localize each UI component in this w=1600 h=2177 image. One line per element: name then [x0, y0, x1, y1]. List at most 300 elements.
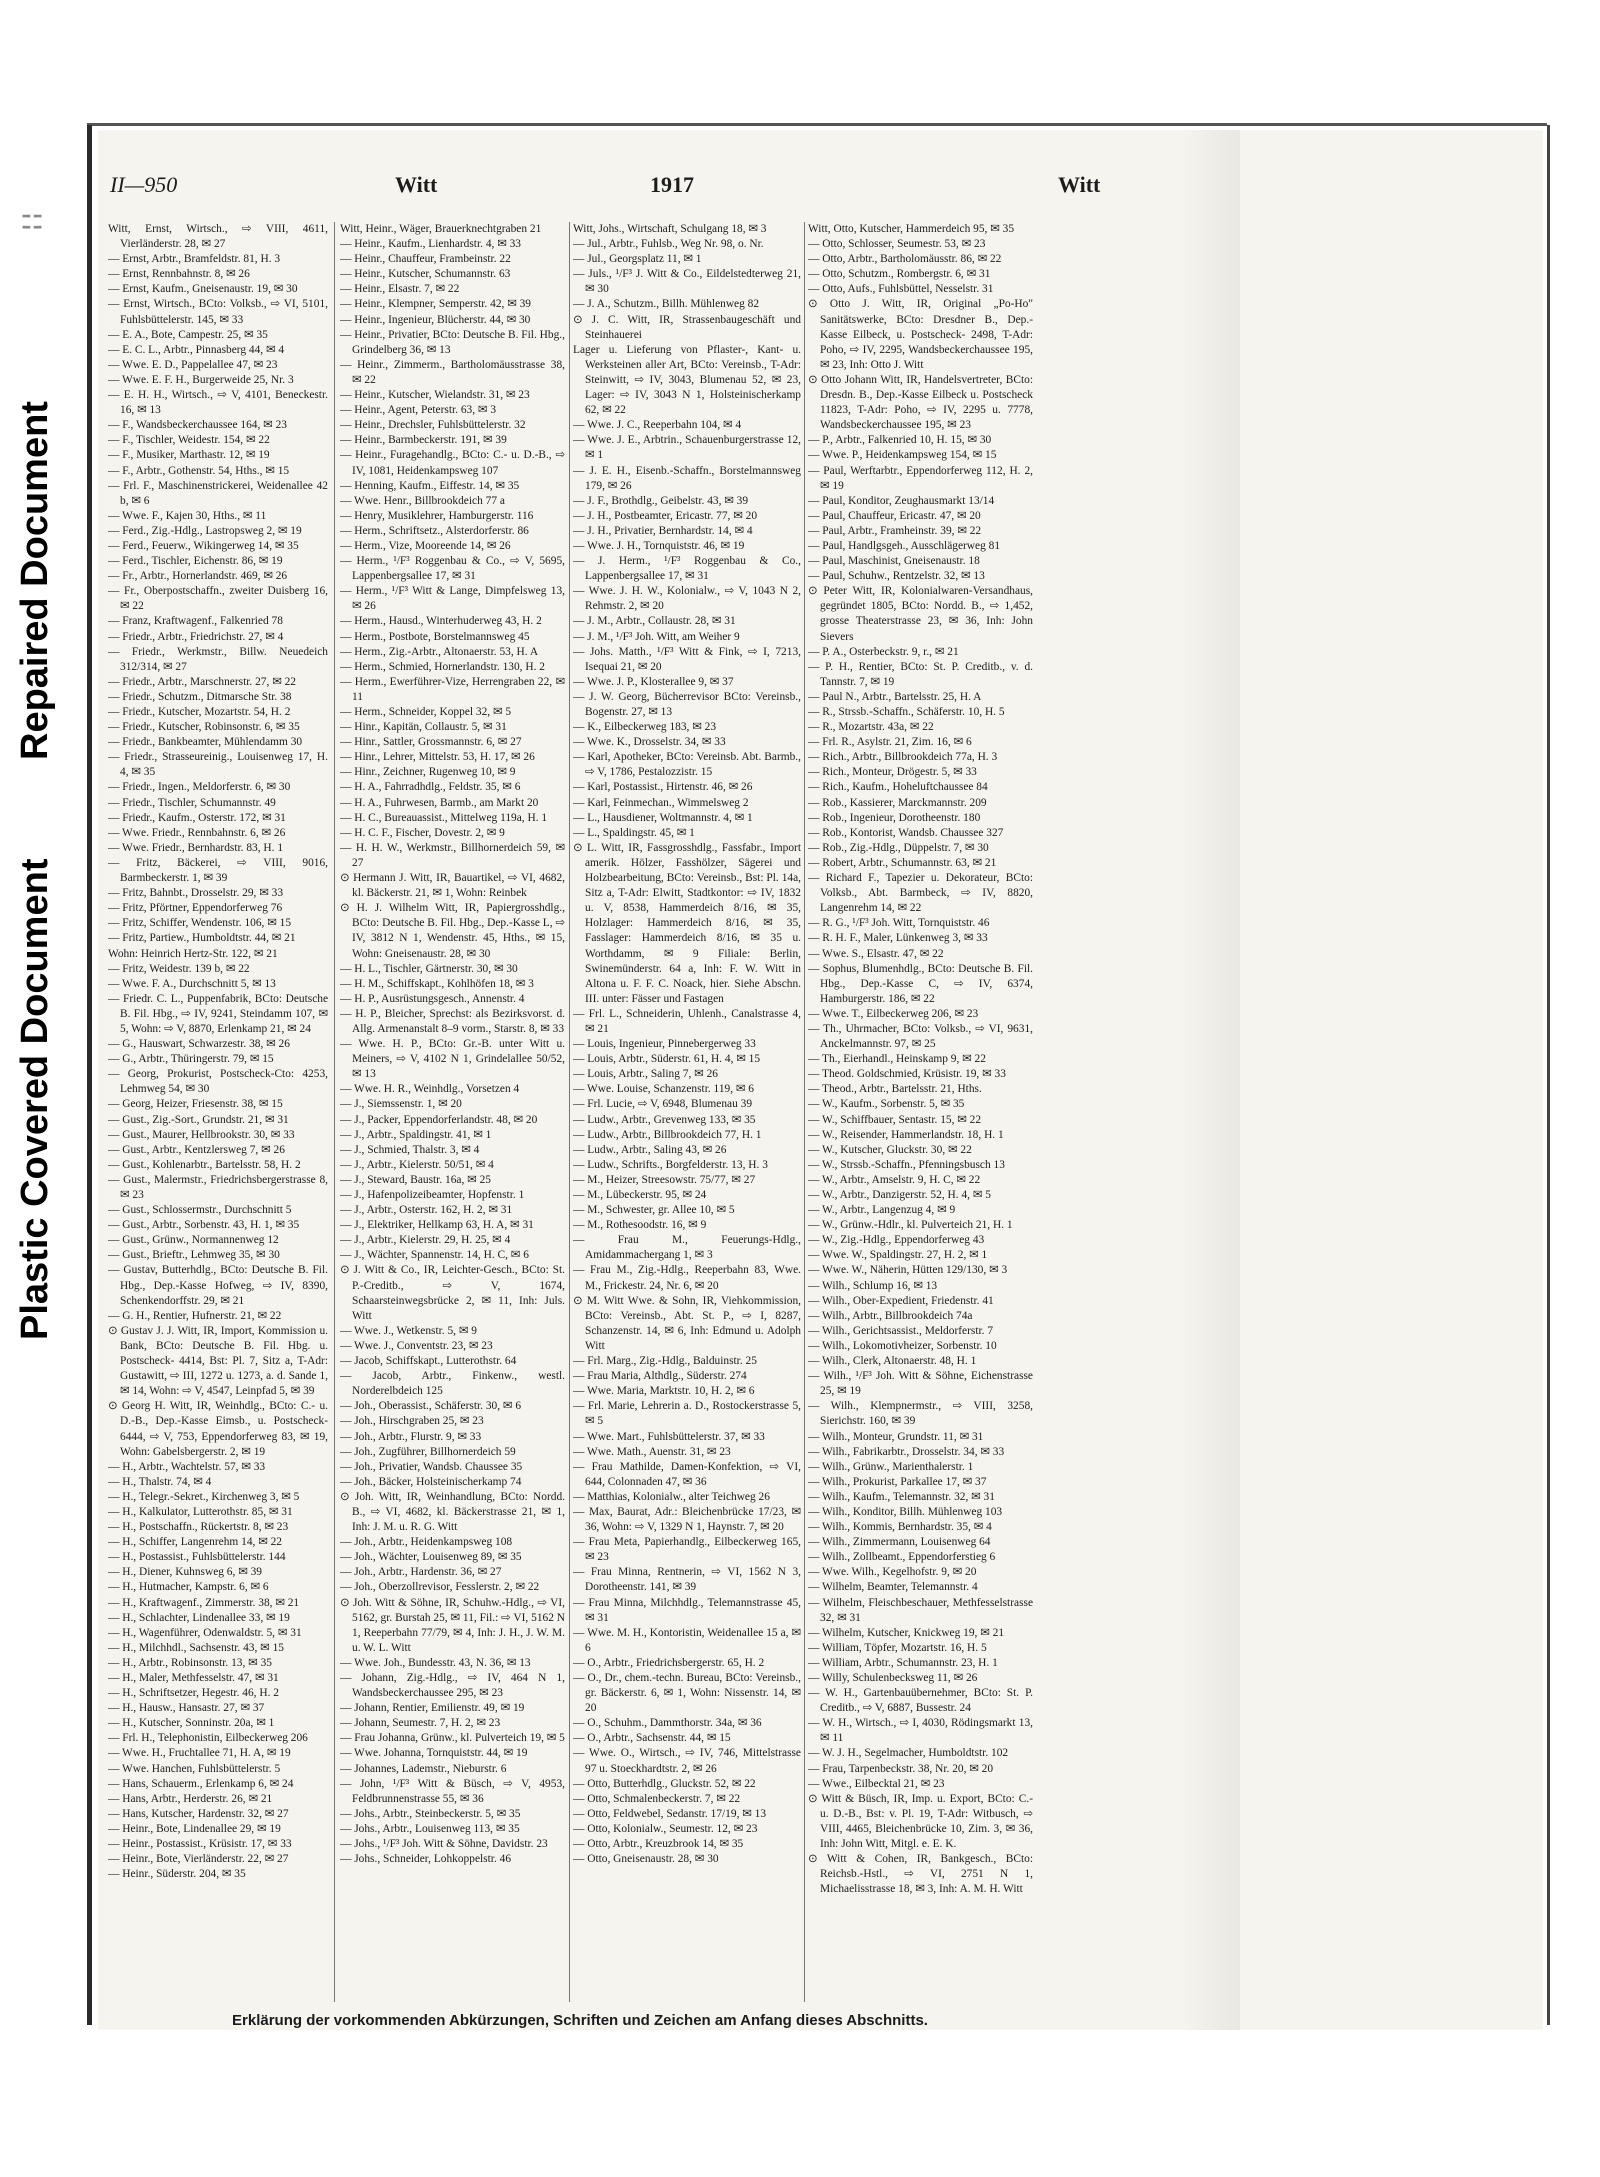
directory-entry: — Ferd., Feuerw., Wikingerweg 14, ✉ 35 — [108, 539, 299, 552]
directory-entry: — Fritz, Schiffer, Wendenstr. 106, ✉ 15 — [108, 917, 292, 930]
directory-entry: — Gust., Brieftr., Lehmweg 35, ✉ 30 — [108, 1249, 280, 1262]
directory-entry: — Fritz, Bahnbt., Drosselstr. 29, ✉ 33 — [108, 887, 284, 900]
directory-entry: — J. M., Arbtr., Collaustr. 28, ✉ 31 — [573, 615, 736, 628]
directory-entry: — H. L., Tischler, Gärtnerstr. 30, ✉ 30 — [340, 962, 518, 975]
directory-entry: ⊙ J. Witt & Co., IR, Leichter-Gesch., BCto: St. P.-Creditb., ⇨ V, 1674, Schaarsteinwegsbrücke 2, ✉ 11, Inh: Juls. Witt — [340, 1264, 565, 1322]
directory-entry: — Herm., Ewerführer-Vize, Herrengraben 22, ✉ 11 — [340, 675, 565, 703]
directory-entry: Witt, Ernst, Wirtsch., ⇨ VIII, 4611, Vierländerstr. 28, ✉ 27 — [108, 223, 328, 251]
page-border-right — [1547, 125, 1550, 2025]
directory-entry: — Wwe. M. H., Kontoristin, Weidenallee 15 a, ✉ 6 — [573, 1626, 801, 1654]
directory-entry: — P., Arbtr., Falkenried 10, H. 15, ✉ 30 — [808, 434, 992, 447]
directory-entry: — Paul, Maschinist, Gneisenaustr. 18 — [808, 555, 980, 568]
directory-entry: — Ernst, Rennbahnstr. 8, ✉ 26 — [108, 268, 250, 281]
directory-entry: — L., Hausdiener, Woltmannstr. 4, ✉ 1 — [573, 811, 753, 824]
directory-entry: — Wwe. J. C., Reeperbahn 104, ✉ 4 — [573, 419, 742, 432]
directory-entry: — Ferd., Zig.-Hdlg., Lastropsweg 2, ✉ 19 — [108, 524, 302, 537]
directory-entry: — H., Schlachter, Lindenallee 33, ✉ 19 — [108, 1611, 290, 1624]
directory-entry: — J., Wächter, Spannenstr. 14, H. C, ✉ 6 — [340, 1249, 529, 1262]
directory-entry: — W., Strssb.-Schaffn., Pfenningsbusch 13 — [808, 1158, 1005, 1171]
directory-entry: — H., Arbtr., Robinsonstr. 13, ✉ 35 — [108, 1656, 272, 1669]
directory-entry: — Otto, Kolonialw., Seumestr. 12, ✉ 23 — [573, 1822, 758, 1835]
directory-entry: — Gust., Arbtr., Sorbenstr. 43, H. 1, ✉ 35 — [108, 1219, 300, 1232]
directory-entry: — Otto, Butterhdlg., Gluckstr. 52, ✉ 22 — [573, 1777, 756, 1790]
directory-entry: — Wwe. H. P., BCto: Gr.-B. unter Witt u. Meiners, ⇨ V, 4102 N 1, Grindelallee 50/52, ✉ 13 — [340, 1038, 565, 1081]
directory-entry: — H. P., Bleicher, Sprechst: als Bezirksvorst. d. Allg. Armenanstalt 8–9 vorm., Starstr. 8, ✉ 33 — [340, 1007, 565, 1035]
directory-entry: — J., Steward, Baustr. 16a, ✉ 25 — [340, 1173, 491, 1186]
directory-entry: — Hans, Arbtr., Herderstr. 26, ✉ 21 — [108, 1792, 273, 1805]
directory-column-1 — [108, 222, 328, 2008]
directory-entry: — Friedr. C. L., Puppenfabrik, BCto: Deutsche B. Fil. Hbg., ⇨ IV, 9241, Steindamm 107, ✉ 5, Wohn: ⇨ V, 8870, Erlenkamp 21, ✉ 24 — [108, 992, 328, 1035]
directory-entry: — Robert, Arbtr., Schumannstr. 63, ✉ 21 — [808, 856, 997, 869]
directory-entry: — H. A., Fahrradhdlg., Feldstr. 35, ✉ 6 — [340, 781, 521, 794]
directory-entry: — Wwe. F. A., Durchschnitt 5, ✉ 13 — [108, 977, 276, 990]
directory-entry: — G. H., Rentier, Hufnerstr. 21, ✉ 22 — [108, 1309, 282, 1322]
directory-entry: — P. H., Rentier, BCto: St. P. Creditb., v. d. Tannstr. 7, ✉ 19 — [808, 660, 1033, 688]
directory-entry: — Wwe., Eilbecktal 21, ✉ 23 — [808, 1777, 945, 1790]
directory-entry: — F., Wandsbeckerchaussee 164, ✉ 23 — [108, 419, 287, 432]
directory-entry: — Heinr., Agent, Peterstr. 63, ✉ 3 — [340, 404, 497, 417]
header-year: 1917 — [650, 172, 694, 197]
directory-entry: — Fritz, Weidestr. 139 b, ✉ 22 — [108, 962, 250, 975]
directory-entry: — Gust., Zig.-Sort., Grundstr. 21, ✉ 31 — [108, 1113, 289, 1126]
directory-entry: — Joh., Arbtr., Heidenkampsweg 108 — [340, 1536, 513, 1549]
directory-entry: — H., Schiffer, Langenrehm 14, ✉ 22 — [108, 1536, 283, 1549]
directory-entry: — Hinr., Sattler, Grossmannstr. 6, ✉ 27 — [340, 736, 522, 749]
directory-entry: — Friedr., Kutscher, Robinsonstr. 6, ✉ 35 — [108, 721, 300, 734]
directory-entry: — Heinr., Zimmerm., Bartholomäusstrasse 38, ✉ 22 — [340, 358, 565, 386]
directory-entry: — W., Grünw.-Hdlr., kl. Pulverteich 21, H. 1 — [808, 1219, 1013, 1232]
directory-entry: — Rich., Arbtr., Billbrookdeich 77a, H. 3 — [808, 751, 998, 764]
directory-entry: — O., Arbtr., Friedrichsbergerstr. 65, H. 2 — [573, 1656, 765, 1669]
directory-entry: — Th., Uhrmacher, BCto: Volksb., ⇨ VI, 9631, Anckelmannstr. 97, ✉ 25 — [808, 1022, 1033, 1051]
directory-entry: — Frl. Marie, Lehrerin a. D., Rostockerstrasse 5, ✉ 5 — [573, 1400, 801, 1428]
directory-entry: — Heinr., Privatier, BCto: Deutsche B. Fil. Hbg., Grindelberg 36, ✉ 13 — [340, 328, 565, 356]
directory-entry: — Wilh., Kaufm., Telemannstr. 32, ✉ 31 — [808, 1490, 995, 1503]
directory-entry: — F., Musiker, Marthastr. 12, ✉ 19 — [108, 449, 270, 462]
directory-entry: — Paul, Handlgsgeh., Ausschlägerweg 81 — [808, 539, 1001, 552]
directory-entry: — Wwe. T., Eilbeckerweg 206, ✉ 23 — [808, 1007, 979, 1020]
directory-entry: — G., Arbtr., Thüringerstr. 79, ✉ 15 — [108, 1053, 274, 1066]
directory-entry: — J., Arbtr., Osterstr. 162, H. 2, ✉ 31 — [340, 1204, 513, 1217]
directory-entry: — Johs. Matth., ¹/F³ Witt & Fink, ⇨ I, 7213, Isequai 21, ✉ 20 — [573, 645, 801, 673]
directory-entry: — Gust., Arbtr., Kentzlersweg 7, ✉ 26 — [108, 1143, 285, 1156]
directory-entry: — H. C., Bureauassist., Mittelweg 119a, H. 1 — [340, 811, 548, 824]
running-header — [110, 172, 1120, 208]
directory-entry: — W. J. H., Segelmacher, Humboldtstr. 102 — [808, 1747, 1009, 1760]
directory-entry: — H., Postassist., Fuhlsbüttelerstr. 144 — [108, 1551, 286, 1564]
directory-entry: — Ferd., Tischler, Eichenstr. 86, ✉ 19 — [108, 555, 283, 568]
directory-entry: — Wwe. H. R., Weinhdlg., Vorsetzen 4 — [340, 1083, 520, 1096]
directory-entry: ⊙ Joh. Witt, IR, Weinhandlung, BCto: Nordd. B., ⇨ VI, 4682, kl. Bäckerstrasse 21, ✉ 1, Inh: J. M. u. R. G. Witt — [340, 1490, 565, 1534]
column-rule — [569, 222, 570, 2002]
directory-entry: — Henry, Musiklehrer, Hamburgerstr. 116 — [340, 509, 534, 522]
directory-entry: — Wilh., Arbtr., Billbrookdeich 74a — [808, 1309, 973, 1322]
directory-entry: — Wwe. Maria, Marktstr. 10, H. 2, ✉ 6 — [573, 1385, 755, 1398]
directory-entry: — Wwe. S., Elsastr. 47, ✉ 22 — [808, 947, 944, 960]
directory-entry: — H., Thalstr. 74, ✉ 4 — [108, 1475, 212, 1488]
directory-entry: — Wilh., Clerk, Altonaerstr. 48, H. 1 — [808, 1355, 977, 1368]
directory-entry: — Fritz, Bäckerei, ⇨ VIII, 9016, Barmbeckerstr. 1, ✉ 39 — [108, 856, 328, 885]
directory-entry: — Wwe. O., Wirtsch., ⇨ IV, 746, Mittelstrasse 97 u. Stoeckhardtstr. 2, ✉ 26 — [573, 1747, 801, 1775]
directory-entry: — H., Hutmacher, Kampstr. 6, ✉ 6 — [108, 1581, 269, 1594]
directory-entry: — M., Lübeckerstr. 95, ✉ 24 — [573, 1189, 707, 1201]
directory-entry: — H., Schriftsetzer, Hegestr. 46, H. 2 — [108, 1687, 279, 1700]
directory-entry: — Herm., ¹/F³ Roggenbau & Co., ⇨ V, 5695, Lappenbergsallee 17, ✉ 31 — [340, 555, 565, 583]
directory-entry: — Louis, Arbtr., Süderstr. 61, H. 4, ✉ 15 — [573, 1053, 761, 1066]
directory-entry: — Friedr., Kutscher, Mozartstr. 54, H. 2 — [108, 706, 291, 718]
directory-entry: — Friedr., Werkmstr., Billw. Neuedeich 312/314, ✉ 27 — [108, 645, 328, 673]
directory-entry: — W., Schiffbauer, Sentastr. 15, ✉ 22 — [808, 1113, 982, 1126]
directory-entry: — Wilh., Fabrikarbtr., Drosselstr. 34, ✉ 33 — [808, 1445, 1005, 1458]
directory-entry: — Karl, Postassist., Hirtenstr. 46, ✉ 26 — [573, 781, 753, 794]
directory-entry: — Frl. Marg., Zig.-Hdlg., Balduinstr. 25 — [573, 1355, 757, 1368]
directory-entry: — Paul, Konditor, Zeughausmarkt 13/14 — [808, 494, 995, 507]
directory-entry: — William, Arbtr., Schumannstr. 23, H. 1 — [808, 1656, 998, 1669]
directory-entry: ⊙ J. C. Witt, IR, Strassenbaugeschäft und Steinhauerei — [573, 313, 801, 341]
directory-entry: — W., Arbtr., Langenzug 4, ✉ 9 — [808, 1204, 956, 1217]
directory-column-3 — [573, 222, 801, 2008]
directory-entry: — Frl. Lucie, ⇨ V, 6948, Blumenau 39 — [573, 1098, 753, 1111]
directory-entry: — Wilh., Grünw., Marienthalerstr. 1 — [808, 1460, 974, 1473]
directory-entry: — J. W. Georg, Bücherrevisor BCto: Vereinsb., Bogenstr. 27, ✉ 13 — [573, 690, 801, 718]
directory-entry: — W., Reisender, Hammerlandstr. 18, H. 1 — [808, 1128, 1004, 1141]
directory-entry: — H. P., Ausrüstungsgesch., Annenstr. 4 — [340, 992, 525, 1005]
column-rule — [334, 222, 335, 2002]
directory-entry: — H. M., Schiffskapt., Kohlhöfen 18, ✉ 3 — [340, 977, 534, 990]
directory-entry: — Rich., Kaufm., Hoheluftchaussee 84 — [808, 781, 988, 794]
directory-entry: Witt, Johs., Wirtschaft, Schulgang 18, ✉ 3 — [573, 223, 767, 235]
directory-entry: — Otto, Feldwebel, Sedanstr. 17/19, ✉ 13 — [573, 1807, 767, 1820]
directory-entry: — Jul., Georgsplatz 11, ✉ 1 — [573, 253, 702, 266]
directory-entry: — Hans, Kutscher, Hardenstr. 32, ✉ 27 — [108, 1807, 289, 1820]
directory-entry: — H., Postschaffn., Rückertstr. 8, ✉ 23 — [108, 1521, 289, 1534]
directory-entry: — J. F., Brothdlg., Geibelstr. 43, ✉ 39 — [573, 494, 749, 507]
directory-entry: — R. G., ¹/F³ Joh. Witt, Tornquiststr. 46 — [808, 917, 990, 930]
directory-entry: — Heinr., Süderstr. 204, ✉ 35 — [108, 1868, 246, 1881]
directory-entry: — Ernst, Wirtsch., BCto: Volksb., ⇨ VI, 5101, Fuhlsbüttelerstr. 145, ✉ 33 — [108, 298, 328, 326]
directory-entry: — Ludw., Schrifts., Borgfelderstr. 13, H. 3 — [573, 1158, 768, 1171]
directory-entry: — Wwe. K., Drosselstr. 34, ✉ 33 — [573, 736, 726, 749]
directory-entry: — Wwe. Henr., Billbrookdeich 77 a — [340, 494, 505, 507]
directory-entry: — Johs., Schneider, Lohkoppelstr. 46 — [340, 1853, 512, 1866]
directory-entry: — Otto, Schutzm., Rombergstr. 6, ✉ 31 — [808, 268, 991, 281]
directory-entry: — Hinr., Lehrer, Mittelstr. 53, H. 17, ✉ 26 — [340, 751, 535, 764]
directory-entry: — Otto, Aufs., Fuhlsbüttel, Nesselstr. 31 — [808, 283, 994, 296]
directory-entry: — Friedr., Bankbeamter, Mühlendamm 30 — [108, 736, 303, 749]
directory-entry: — Johann, Rentier, Emilienstr. 49, ✉ 19 — [340, 1702, 525, 1715]
directory-entry: — Otto, Schlosser, Seumestr. 53, ✉ 23 — [808, 238, 986, 251]
directory-entry: — Wilh., Zimmermann, Louisenweg 64 — [808, 1536, 991, 1549]
directory-entry: — H., Arbtr., Wachtelstr. 57, ✉ 33 — [108, 1460, 266, 1473]
directory-entry: ⊙ Witt & Büsch, IR, Imp. u. Export, BCto: C.- u. D.-B., Bst: v. Pl. 19, T-Adr: Witbusch, ⇨ VIII, 4465, Bleichenbrücke 10, Zim. 3, ✉ 36, Inh: John Witt, Mitgl. e. E. K. — [808, 1792, 1033, 1851]
directory-entry: Witt, Heinr., Wäger, Brauerknechtgraben 21 — [340, 223, 542, 235]
directory-entry: — Frau Johanna, Grünw., kl. Pulverteich 19, ✉ 5 — [340, 1732, 565, 1745]
directory-entry: — Wwe. Wilh., Kegelhofstr. 9, ✉ 20 — [808, 1566, 977, 1579]
directory-entry: — Wwe. Louise, Schanzenstr. 119, ✉ 6 — [573, 1083, 755, 1096]
directory-entry: — J., Siemssenstr. 1, ✉ 20 — [340, 1098, 462, 1111]
directory-entry: — Wilhelm, Beamter, Telemannstr. 4 — [808, 1581, 978, 1594]
directory-entry: — Heinr., Elsastr. 7, ✉ 22 — [340, 283, 460, 296]
directory-entry: — H. C. F., Fischer, Dovestr. 2, ✉ 9 — [340, 826, 505, 839]
directory-entry: — Wwe. J. P., Klosterallee 9, ✉ 37 — [573, 675, 734, 688]
directory-entry: — Hans, Schauerm., Erlenkamp 6, ✉ 24 — [108, 1777, 294, 1790]
directory-entry: — H., Milchhdl., Sachsenstr. 43, ✉ 15 — [108, 1641, 284, 1654]
directory-entry: — Juls., ¹/F³ J. Witt & Co., Eildelstedterweg 21, ✉ 30 — [573, 268, 801, 296]
directory-entry: — Heinr., Bote, Vierländerstr. 22, ✉ 27 — [108, 1853, 289, 1866]
directory-entry: — Joh., Wächter, Louisenweg 89, ✉ 35 — [340, 1551, 522, 1564]
directory-entry: — Gust., Maurer, Hellbrookstr. 30, ✉ 33 — [108, 1128, 295, 1141]
directory-entry: — Heinr., Barmbeckerstr. 191, ✉ 39 — [340, 434, 507, 447]
abbreviations-note: Erklärung der vorkommenden Abkürzungen, Schriften und Zeichen am Anfang dieses Abschnitts. — [232, 2012, 928, 2029]
directory-entry: — H., Hausw., Hansastr. 27, ✉ 37 — [108, 1702, 265, 1715]
directory-entry: — Rob., Zig.-Hdlg., Düppelstr. 7, ✉ 30 — [808, 841, 989, 854]
directory-entry: — Paul, Arbtr., Framheinstr. 39, ✉ 22 — [808, 524, 982, 537]
directory-entry: — Willy, Schulenbecksweg 11, ✉ 26 — [808, 1672, 978, 1684]
directory-entry: — Wwe. J., Wetkenstr. 5, ✉ 9 — [340, 1324, 477, 1337]
gutter-shadow — [1180, 130, 1240, 2030]
directory-entry: — Jul., Arbtr., Fuhlsb., Weg Nr. 98, o. Nr. — [573, 238, 764, 251]
directory-entry: — Wwe. Johanna, Tornquiststr. 44, ✉ 19 — [340, 1747, 528, 1760]
directory-entry: — Wwe. H., Fruchtallee 71, H. A, ✉ 19 — [108, 1747, 291, 1760]
directory-entry: — L., Spaldingstr. 45, ✉ 1 — [573, 826, 695, 839]
directory-entry: — J., Arbtr., Kielerstr. 29, H. 25, ✉ 4 — [340, 1234, 511, 1247]
directory-entry: — Joh., Zugführer, Billhornerdeich 59 — [340, 1445, 516, 1458]
directory-entry: — J., Arbtr., Kielerstr. 50/51, ✉ 4 — [340, 1158, 494, 1171]
directory-entry: — Joh., Hirschgraben 25, ✉ 23 — [340, 1415, 484, 1428]
directory-entry: — Wilh., Monteur, Grundstr. 11, ✉ 31 — [808, 1430, 984, 1443]
directory-entry: — Rob., Kassierer, Marckmannstr. 209 — [808, 796, 987, 809]
directory-entry: — Wilhelm, Fleischbeschauer, Methfesselstrasse 32, ✉ 31 — [808, 1596, 1033, 1624]
directory-entry: ⊙ Otto Johann Witt, IR, Handelsvertreter, BCto: Dresdn. B., Dep.-Kasse Eilbeck u. Postscheck 11823, T-Adr: Poho, ⇨ IV, 2295 u. 7778, Wandsbeckerchaussee 195, ✉ 23 — [808, 373, 1033, 432]
directory-entry: — Wwe. J. E., Arbtrin., Schauenburgerstrasse 12, ✉ 1 — [573, 434, 801, 462]
directory-entry: — Johs., Arbtr., Steinbeckerstr. 5, ✉ 35 — [340, 1807, 521, 1820]
directory-entry: — M., Schwester, gr. Allee 10, ✉ 5 — [573, 1204, 735, 1217]
directory-entry: — Frau M., Zig.-Hdlg., Reeperbahn 83, Wwe. M., Frickestr. 24, Nr. 6, ✉ 20 — [573, 1264, 801, 1292]
directory-entry: — William, Töpfer, Mozartstr. 16, H. 5 — [808, 1641, 987, 1654]
directory-entry: — E. C. L., Arbtr., Pinnasberg 44, ✉ 4 — [108, 343, 285, 356]
directory-entry: — Wwe. Joh., Bundesstr. 43, N. 36, ✉ 13 — [340, 1656, 531, 1669]
directory-column-2 — [340, 222, 565, 2008]
directory-entry: ⊙ Otto J. Witt, IR, Original „Po-Ho" Sanitätswerke, BCto: Dresdner B., Dep.-Kasse Eilbeck, u. Postscheck- 2498, T-Adr: Poho, ⇨ IV, 2295, Wandsbeckerchaussee 195, ✉ 23, Inh: Otto J. Witt — [808, 298, 1033, 371]
directory-entry: — Wwe. Friedr., Rennbahnstr. 6, ✉ 26 — [108, 826, 286, 839]
directory-entry: — Franz, Kraftwagenf., Falkenried 78 — [108, 615, 283, 628]
directory-entry: — Ernst, Arbtr., Bramfeldstr. 81, H. 3 — [108, 253, 281, 266]
directory-entry: — Richard F., Tapezier u. Dekorateur, BCto: Volksb., Abt. Barmbeck, ⇨ IV, 8820, Langenrehm 14, ✉ 22 — [808, 872, 1033, 915]
directory-entry: — H., Kraftwagenf., Zimmerstr. 38, ✉ 21 — [108, 1596, 300, 1609]
directory-entry: — H. A., Fuhrwesen, Barmb., am Markt 20 — [340, 796, 539, 809]
directory-entry: — Paul, Chauffeur, Ericastr. 47, ✉ 20 — [808, 509, 981, 522]
directory-entry: — Ludw., Arbtr., Saling 43, ✉ 26 — [573, 1143, 727, 1156]
directory-entry: — Wwe. J. H., Tornquiststr. 46, ✉ 19 — [573, 539, 745, 552]
directory-entry: — H. H. W., Werkmstr., Billhornerdeich 59, ✉ 27 — [340, 841, 565, 869]
directory-entry: — Paul N., Arbtr., Bartelsstr. 25, H. A — [808, 690, 982, 703]
directory-entry: — Joh., Arbtr., Flurstr. 9, ✉ 33 — [340, 1430, 482, 1443]
directory-entry: — R., Mozartstr. 43a, ✉ 22 — [808, 721, 934, 734]
directory-entry: — Friedr., Arbtr., Friedrichstr. 27, ✉ 4 — [108, 630, 284, 643]
directory-entry: — Gust., Kohlenarbtr., Bartelsstr. 58, H. 2 — [108, 1158, 301, 1171]
directory-entry: — Heinr., Ingenieur, Blücherstr. 44, ✉ 30 — [340, 313, 531, 326]
directory-entry: — Wilh., Kommis, Bernhardstr. 35, ✉ 4 — [808, 1521, 992, 1534]
directory-entry: — Friedr., Schutzm., Ditmarsche Str. 38 — [108, 690, 292, 703]
directory-entry: — Wwe. F., Kajen 30, Hths., ✉ 11 — [108, 509, 267, 522]
directory-entry: — Wwe. Mart., Fuhlsbüttelerstr. 37, ✉ 33 — [573, 1430, 765, 1443]
directory-entry: — Johs., Arbtr., Louisenweg 113, ✉ 35 — [340, 1822, 520, 1835]
directory-entry: — R., Strssb.-Schaffn., Schäferstr. 10, H. 5 — [808, 706, 1005, 718]
directory-entry: — W. H., Gartenbauübernehmer, BCto: St. P. Creditb., ⇨ V, 6887, Bussestr. 24 — [808, 1687, 1033, 1715]
directory-entry: — Georg, Heizer, Friesenstr. 38, ✉ 15 — [108, 1098, 283, 1111]
directory-entry: — Wilh., Zollbeamt., Eppendorferstieg 6 — [808, 1551, 996, 1564]
directory-entry: ⊙ Witt & Cohen, IR, Bankgesch., BCto: Reichsb.-Hstl., ⇨ VI, 2751 N 1, Michaelisstrasse 18, ✉ 3, Inh: A. M. H. Witt — [808, 1853, 1033, 1896]
directory-entry: — Heinr., Postassist., Krüsistr. 17, ✉ 33 — [108, 1838, 292, 1851]
directory-entry: — Wilh., Schlump 16, ✉ 13 — [808, 1279, 938, 1292]
directory-entry: — Jacob, Arbtr., Finkenw., westl. Norderelbdeich 125 — [340, 1370, 565, 1398]
directory-entry: — Theod. Goldschmied, Krüsistr. 19, ✉ 33 — [808, 1068, 1006, 1081]
directory-entry: — Otto, Arbtr., Bartholomäusstr. 86, ✉ 22 — [808, 253, 1002, 266]
directory-entry: — Rob., Ingenieur, Dorotheenstr. 180 — [808, 811, 981, 824]
directory-entry: — J. E. H., Eisenb.-Schaffn., Borstelmannsweg 179, ✉ 26 — [573, 464, 801, 492]
directory-entry: — Wilh., ¹/F³ Joh. Witt & Söhne, Eichenstrasse 25, ✉ 19 — [808, 1370, 1033, 1398]
directory-entry: — Wwe. P., Heidenkampsweg 154, ✉ 15 — [808, 449, 997, 462]
directory-entry: — J. Herm., ¹/F³ Roggenbau & Co., Lappenbergsallee 17, ✉ 31 — [573, 555, 801, 583]
page-number: II—950 — [110, 172, 178, 197]
directory-entry: — Georg, Prokurist, Postscheck-Cto: 4253, Lehmweg 54, ✉ 30 — [108, 1068, 328, 1096]
directory-entry: — Rich., Monteur, Drögestr. 5, ✉ 33 — [808, 766, 977, 779]
directory-entry: — Wwe. Math., Auenstr. 31, ✉ 23 — [573, 1445, 731, 1458]
directory-entry: — Louis, Ingenieur, Pinnebergerweg 33 — [573, 1038, 756, 1051]
directory-entry: — J. H., Postbeamter, Ericastr. 77, ✉ 20 — [573, 509, 758, 522]
directory-entry: — M., Heizer, Streesowstr. 75/77, ✉ 27 — [573, 1173, 756, 1186]
directory-entry: — P. A., Osterbeckstr. 9, r., ✉ 21 — [808, 645, 959, 658]
directory-entry: — Joh., Oberassist., Schäferstr. 30, ✉ 6 — [340, 1400, 522, 1413]
directory-entry: — Heinr., Kutscher, Wielandstr. 31, ✉ 23 — [340, 389, 530, 402]
directory-entry: — J., Packer, Eppendorferlandstr. 48, ✉ 20 — [340, 1113, 538, 1126]
directory-entry: ⊙ M. Witt Wwe. & Sohn, IR, Viehkommission, BCto: Vereinsb., Abt. St. P., ⇨ I, 8287, Schanzenstr. 14, ✉ 6, Inh: Edmund u. Adolph Witt — [573, 1294, 801, 1352]
directory-entry: — E. H. H., Wirtsch., ⇨ V, 4101, Beneckestr. 16, ✉ 13 — [108, 389, 328, 417]
directory-entry: — Joh., Privatier, Wandsb. Chaussee 35 — [340, 1460, 523, 1473]
directory-entry: Lager u. Lieferung von Pflaster-, Kant- u. Werksteinen aller Art, BCto: Vereinsb., T-Adr: Steinwitt, ⇨ IV, 3043, Blumenau 52, ✉ 23, Lager: ⇨ IV, 3043 N 1, Holsteinischerkamp 62, ✉ 22 — [573, 343, 801, 417]
repaired-document-label: Repaired Document — [14, 401, 56, 760]
side-label-strip — [0, 0, 60, 2177]
directory-entry: — Otto, Gneisenaustr. 28, ✉ 30 — [573, 1853, 719, 1866]
directory-entry: — Herm., Schneider, Koppel 32, ✉ 5 — [340, 706, 512, 718]
directory-entry: — Gust., Malermstr., Friedrichsbergerstrasse 8, ✉ 23 — [108, 1173, 328, 1201]
directory-entry: — Gust., Schlossermstr., Durchschnitt 5 — [108, 1204, 292, 1217]
directory-entry: — Wwe. J. H. W., Kolonialw., ⇨ V, 1043 N 2, Rehmstr. 2, ✉ 20 — [573, 585, 801, 613]
directory-entry: — Frau Minna, Milchhdlg., Telemannstrasse 45, ✉ 31 — [573, 1596, 801, 1624]
directory-entry: — Karl, Apotheker, BCto: Vereinsb. Abt. Barmb., ⇨ V, 1786, Pestalozzistr. 15 — [573, 751, 801, 779]
directory-entry: — Frau Mathilde, Damen-Konfektion, ⇨ VI, 644, Colonnaden 47, ✉ 36 — [573, 1460, 801, 1488]
directory-entry: — Otto, Schmalenbeckerstr. 7, ✉ 22 — [573, 1792, 741, 1805]
directory-entry: — Ernst, Kaufm., Gneisenaustr. 19, ✉ 30 — [108, 283, 298, 296]
directory-entry: — M., Rothesoodstr. 16, ✉ 9 — [573, 1219, 707, 1232]
directory-entry: — Th., Eierhandl., Heinskamp 9, ✉ 22 — [808, 1053, 986, 1066]
directory-entry: — Ludw., Arbtr., Grevenweg 133, ✉ 35 — [573, 1113, 756, 1126]
directory-entry: — Friedr., Ingen., Meldorferstr. 6, ✉ 30 — [108, 781, 291, 794]
column-rule — [804, 222, 805, 2002]
directory-entry: — Wwe. E. D., Pappelallee 47, ✉ 23 — [108, 358, 278, 371]
directory-entry: — H., Telegr.-Sekret., Kirchenweg 3, ✉ 5 — [108, 1490, 300, 1503]
directory-entry: — Friedr., Strasseureinig., Louisenweg 17, H. 4, ✉ 35 — [108, 751, 328, 779]
directory-entry: — Frau Meta, Papierhandlg., Eilbeckerweg 165, ✉ 23 — [573, 1536, 801, 1564]
directory-entry: — Paul, Werftarbtr., Eppendorferweg 112, H. 2, ✉ 19 — [808, 464, 1033, 492]
directory-entry: ⊙ Joh. Witt & Söhne, IR, Schuhw.-Hdlg., ⇨ VI, 5162, gr. Burstah 25, ✉ 11, Fil.: ⇨ VI, 5162 N 1, Reeperbahn 77/79, ✉ 4, Inh: J. H., J. W. M. u. W. L. Witt — [340, 1596, 565, 1654]
directory-entry: — Frl. R., Asylstr. 21, Zim. 16, ✉ 6 — [808, 736, 972, 749]
directory-entry: — Johannes, Lademstr., Nieburstr. 6 — [340, 1762, 507, 1775]
directory-entry: — Hinr., Kapitän, Collaustr. 5, ✉ 31 — [340, 721, 507, 734]
directory-entry: — Wilh., Prokurist, Parkallee 17, ✉ 37 — [808, 1475, 987, 1488]
header-keyword-left: Witt — [395, 172, 438, 197]
directory-entry: Wohn: Heinrich Hertz-Str. 122, ✉ 21 — [108, 947, 278, 960]
directory-entry: — O., Schuhm., Dammthorstr. 34a, ✉ 36 — [573, 1717, 762, 1730]
directory-entry: — F., Tischler, Weidestr. 154, ✉ 22 — [108, 434, 270, 447]
directory-entry: — Heinr., Kaufm., Lienhardstr. 4, ✉ 33 — [340, 238, 522, 251]
directory-entry: ⊙ Georg H. Witt, IR, Weinhdlg., BCto: C.- u. D.-B., Dep.-Kasse Eimsb., u. Postscheck- 6444, ⇨ V, 753, Eppendorferweg 83, ✉ 19, Wohn: Gabelsbergerstr. 2, ✉ 19 — [108, 1400, 328, 1458]
directory-entry: — Friedr., Arbtr., Marschnerstr. 27, ✉ 22 — [108, 675, 296, 688]
directory-entry: — Fritz, Partiew., Humboldtstr. 44, ✉ 21 — [108, 932, 296, 945]
header-keyword-right: Witt — [1058, 172, 1101, 197]
directory-entry: — Johann, Seumestr. 7, H. 2, ✉ 23 — [340, 1717, 501, 1730]
page-border-left — [87, 125, 92, 2025]
directory-entry: ⊙ H. J. Wilhelm Witt, IR, Papiergrosshdlg., BCto: Deutsche B. Fil. Hbg., Dep.-Kasse L, ⇨ IV, 3812 N 1, Wendenstr. 45, Hths., ✉ 15, Wohn: Gneisenaustr. 28, ✉ 30 — [340, 902, 565, 960]
directory-entry: — Hinr., Zeichner, Rugenweg 10, ✉ 9 — [340, 766, 516, 779]
directory-entry: ⊙ Gustav J. J. Witt, IR, Import, Kommission u. Bank, BCto: Deutsche B. Fil. Hbg. u. Postscheck- 4414, Bst: Pl. 7, Sitz a, T-Adr: Gustawitt, ⇨ III, 1272 u. 1273, a. d. Sande 1, ✉ 14, Wohn: ⇨ V, 4547, Leinpfad 5, ✉ 39 — [108, 1324, 328, 1398]
directory-entry: — Sophus, Blumenhdlg., BCto: Deutsche B. Fil. Hbg., Dep.-Kasse C, ⇨ IV, 6374, Hamburgerstr. 186, ✉ 22 — [808, 962, 1033, 1005]
directory-entry: — Herm., Zig.-Arbtr., Altonaerstr. 53, H. A — [340, 645, 539, 658]
directory-entry: — H., Wagenführer, Odenwaldstr. 5, ✉ 31 — [108, 1626, 302, 1639]
directory-entry: — Ludw., Arbtr., Billbrookdeich 77, H. 1 — [573, 1128, 762, 1141]
directory-entry: — H., Diener, Kuhnsweg 6, ✉ 39 — [108, 1566, 262, 1579]
directory-entry: — E. A., Bote, Campestr. 25, ✉ 35 — [108, 328, 268, 341]
directory-entry: — Wwe. J., Conventstr. 23, ✉ 23 — [340, 1339, 493, 1352]
directory-entry: — W., Kutscher, Gluckstr. 30, ✉ 22 — [808, 1143, 972, 1156]
directory-entry: — Joh., Bäcker, Holsteinischerkamp 74 — [340, 1475, 522, 1488]
directory-entry: ⊙ Hermann J. Witt, IR, Bauartikel, ⇨ VI, 4682, kl. Bäckerstr. 21, ✉ 1, Wohn: Reinbek — [340, 872, 565, 900]
directory-entry: — Frau M., Feuerungs-Hdlg., Amidammachergang 1, ✉ 3 — [573, 1234, 801, 1262]
directory-entry: — Friedr., Kaufm., Osterstr. 172, ✉ 31 — [108, 811, 286, 824]
directory-entry: — Fr., Arbtr., Hornerlandstr. 469, ✉ 26 — [108, 570, 288, 583]
directory-entry: — Paul, Schuhw., Rentzelstr. 32, ✉ 13 — [808, 570, 985, 583]
directory-entry: — Rob., Kontorist, Wandsb. Chaussee 327 — [808, 826, 1004, 839]
directory-entry: — Wilh., Lokomotivheizer, Sorbenstr. 10 — [808, 1339, 997, 1352]
directory-entry: — Johann, Zig.-Hdlg., ⇨ IV, 464 N 1, Wandsbeckerchaussee 295, ✉ 23 — [340, 1672, 565, 1700]
directory-entry: — J., Hafenpolizeibeamter, Hopfenstr. 1 — [340, 1189, 525, 1201]
dash-mark: ¦ ¦ — [20, 213, 42, 230]
directory-entry: — John, ¹/F³ Witt & Büsch, ⇨ V, 4953, Feldbrunnenstrasse 55, ✉ 36 — [340, 1777, 565, 1805]
directory-entry: — J., Schmied, Thalstr. 3, ✉ 4 — [340, 1143, 480, 1156]
directory-entry: — Max, Baurat, Adr.: Bleichenbrücke 17/23, ✉ 36, Wohn: ⇨ V, 1329 N 1, Haynstr. 7, ✉ 20 — [573, 1505, 801, 1534]
directory-entry: — Wilh., Ober-Expedient, Friedenstr. 41 — [808, 1294, 994, 1307]
directory-entry: — Frl. L., Schneiderin, Uhlenh., Canalstrasse 4, ✉ 21 — [573, 1007, 801, 1035]
directory-entry: — Fritz, Pförtner, Eppendorferweg 76 — [108, 902, 283, 915]
directory-entry: — W., Zig.-Hdlg., Eppendorferweg 43 — [808, 1234, 985, 1247]
directory-column-4 — [808, 222, 1033, 2008]
directory-entry: — Frl. F., Maschinenstrickerei, Weidenallee 42 b, ✉ 6 — [108, 479, 328, 507]
directory-entry: ⊙ Peter Witt, IR, Kolonialwaren-Versandhaus, gegründet 1805, BCto: Nordd. B., ⇨ 1,452, grosse Theaterstrasse 23, ✉ 36, Inh: John Sievers — [808, 585, 1033, 643]
directory-entry: — O., Dr., chem.-techn. Bureau, BCto: Vereinsb., gr. Bäckerstr. 6, ✉ 1, Wohn: Nissenstr. 14, ✉ 20 — [573, 1672, 801, 1715]
directory-entry: — Heinr., Kutscher, Schumannstr. 63 — [340, 268, 511, 281]
directory-entry: — Joh., Arbtr., Hardenstr. 36, ✉ 27 — [340, 1566, 502, 1579]
directory-entry: — F., Arbtr., Gothenstr. 54, Hths., ✉ 15 — [108, 464, 290, 477]
directory-entry: — Heinr., Furagehandlg., BCto: C.- u. D.-B., ⇨ IV, 1081, Heidenkampsweg 107 — [340, 449, 565, 477]
directory-entry: — Frau, Tarpenbeckstr. 38, Nr. 20, ✉ 20 — [808, 1762, 994, 1775]
directory-entry: — Wwe. W., Spaldingstr. 27, H. 2, ✉ 1 — [808, 1249, 988, 1262]
directory-entry: — Herm., ¹/F³ Witt & Lange, Dimpfelsweg 13, ✉ 26 — [340, 585, 565, 613]
directory-entry: — Gust., Grünw., Normannenweg 12 — [108, 1234, 279, 1247]
directory-entry: — Herm., Postbote, Borstelmannsweg 45 — [340, 630, 530, 643]
directory-entry: — W., Arbtr., Danzigerstr. 52, H. 4, ✉ 5 — [808, 1189, 991, 1201]
directory-entry: — W., Arbtr., Amselstr. 9, H. C, ✉ 22 — [808, 1173, 981, 1186]
directory-entry: — Johs., ¹/F³ Joh. Witt & Söhne, Davidstr. 23 — [340, 1838, 548, 1851]
